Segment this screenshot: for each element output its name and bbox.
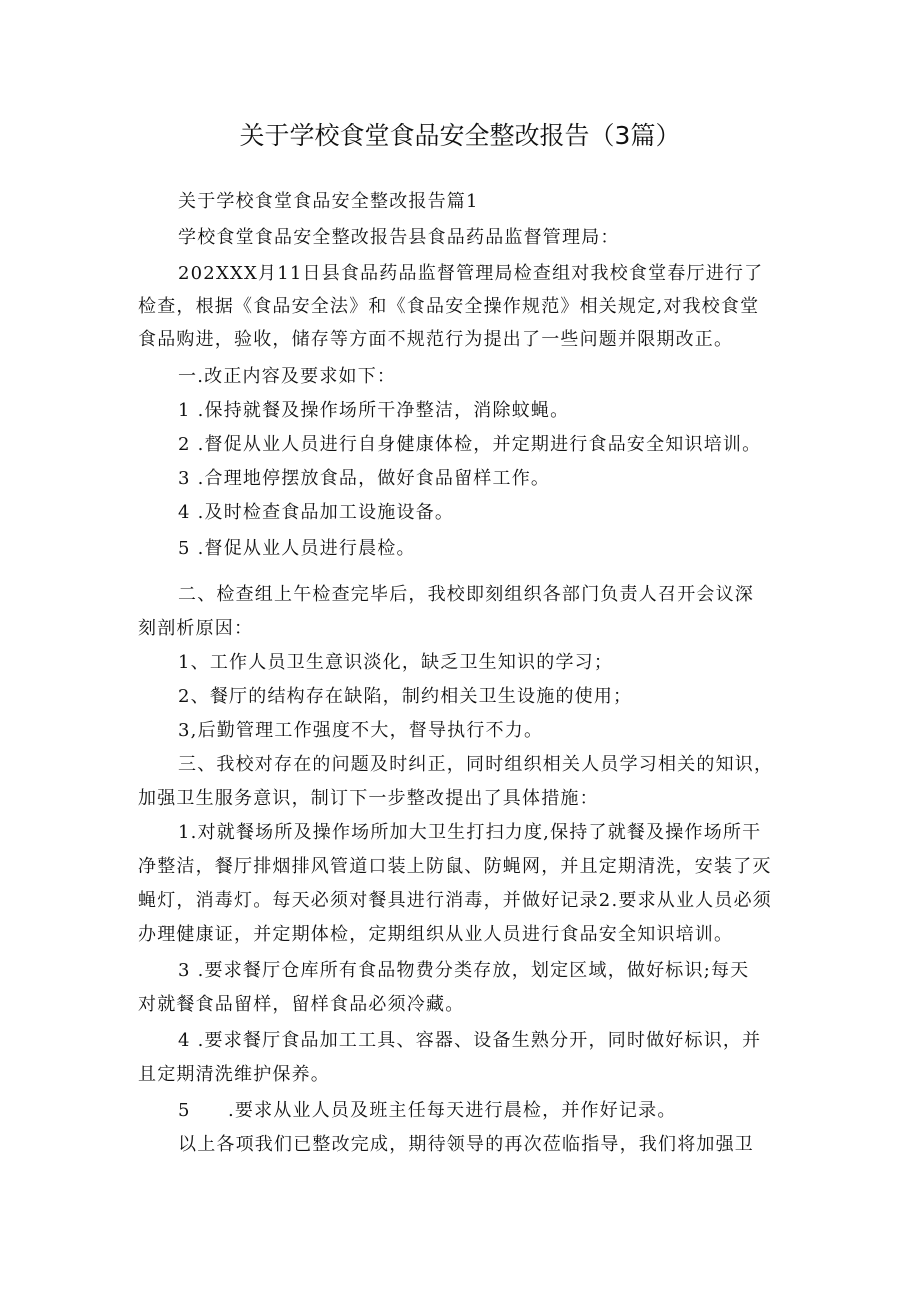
list-item: 3,后勤管理工作强度不大，督导执行不力。 (178, 720, 544, 741)
list-item: 3 .合理地停摆放食品，做好食品留样工作。 (178, 468, 551, 489)
list-item-number: 5 (178, 1100, 190, 1121)
paragraph-line: 1.对就餐场所及操作场所加大卫生打扫力度,保持了就餐及操作场所干 (178, 822, 762, 843)
list-item: 4 .要求餐厅食品加工工具、容器、设备生熟分开，同时做好标识，并 (178, 1030, 762, 1051)
paragraph-line: 以上各项我们已整改完成，期待领导的再次莅临指导，我们将加强卫 (178, 1134, 754, 1155)
paragraph-line: 刻剖析原因： (138, 618, 254, 639)
list-item: 5 .督促从业人员进行晨检。 (178, 538, 416, 559)
paragraph-line: 关于学校食堂食品安全整改报告篇1 (178, 191, 479, 212)
paragraph-line: 三、我校对存在的问题及时纠正，同时组织相关人员学习相关的知识， (178, 754, 774, 775)
list-item: 1 .保持就餐及操作场所干净整洁，消除蚊蝇。 (178, 400, 570, 421)
paragraph-line: 对就餐食品留样，留样食品必须冷藏。 (138, 994, 465, 1015)
paragraph-line: 检查，根据《食品安全法》和《食品安全操作规范》相关规定,对我校食堂 (138, 296, 760, 317)
paragraph-line: 且定期清洗维护保养。 (138, 1064, 330, 1085)
paragraph-line: 202XXX月11日县食品药品监督管理局检查组对我校食堂春厅进行了 (178, 263, 764, 284)
list-item: 1、工作人员卫生意识淡化，缺乏卫生知识的学习； (178, 652, 614, 673)
paragraph-line: 学校食堂食品安全整改报告县食品药品监督管理局： (178, 227, 620, 248)
paragraph-line: 净整洁，餐厅排烟排风管道口装上防鼠、防蝇网，并且定期清洗，安装了灭 (138, 856, 772, 877)
paragraph-line: 蝇灯，消毒灯。每天必须对餐具进行消毒，并做好记录2.要求从业人员必须 (138, 890, 772, 911)
list-item: .要求从业人员及班主任每天进行晨检，并作好记录。 (228, 1100, 677, 1121)
list-item: 3 .要求餐厅仓库所有食品物费分类存放，划定区域，做好标识;每天 (178, 960, 750, 981)
paragraph-line: 一.改正内容及要求如下： (178, 366, 397, 387)
list-item: 2、餐厅的结构存在缺陷，制约相关卫生设施的使用； (178, 686, 633, 707)
paragraph-line: 加强卫生服务意识，制订下一步整改提出了具体措施： (138, 788, 599, 809)
paragraph-line: 二、检查组上午检查完毕后，我校即刻组织各部门负责人召开会议深 (178, 584, 754, 605)
document-title: 关于学校食堂食品安全整改报告（3篇） (239, 121, 681, 150)
list-item: 2 .督促从业人员进行自身健康体检，并定期进行食品安全知识培训。 (178, 434, 762, 455)
paragraph-line: 办理健康证，并定期体检，定期组织从业人员进行食品安全知识培训。 (138, 924, 734, 945)
list-item: 4 .及时检查食品加工设施设备。 (178, 502, 455, 523)
paragraph-line: 食品购进，验收，储存等方面不规范行为提出了一些问题并限期改正。 (138, 329, 734, 350)
